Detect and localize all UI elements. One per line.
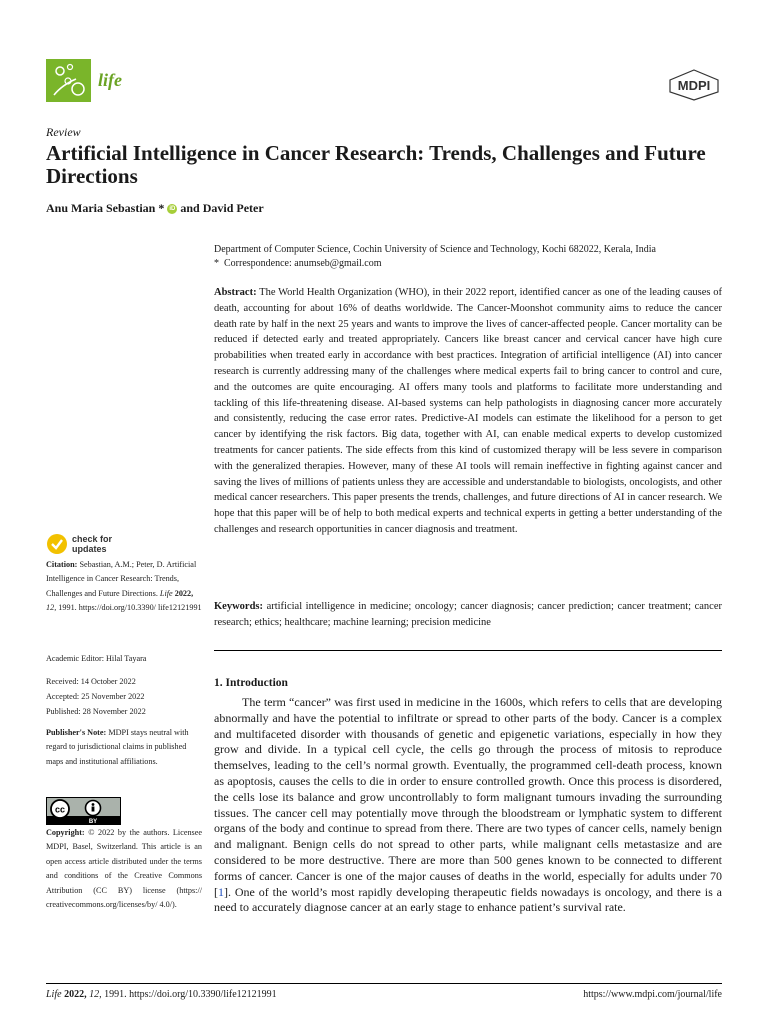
svg-text:BY: BY (88, 819, 98, 824)
abstract-label: Abstract: (214, 287, 257, 298)
introduction-paragraph: The term “cancer” was first used in medicine in the 1600s, which refers to cells that are developing abnormally and have the potential to infiltrate or spread to other parts of the body. Cancer is a complex and multifaceted disorder with thousands of genetic and epigenetic variations, especially in how they grow and divide. In a typical cell cycle, the cells go through the process of mitosis to reproduce themselves, leading to the cell’s normal growth. Eventually, the programmed cell-death process, known as apoptosis, causes the cells to die in order to ensure controlled growth. Once this process is disordered, the cells lose its balance and grow uncontrollably to form malignant tumours invading the surrounding tissues. The cancer cell may potentially move through the bloodstream or lymphatic system to different organs of the body and continue to spread from there. There are two types of cancer cells, namely benign and malignant. Benign cells do not spread to other parts, while malignant cells metastasize and are considered to be more destructive. There are more than 500 genes known to be connected to different forms of cancer. Cancer is one of the major causes of deaths in the world, especially for adults under 70 [1]. One of the world’s most rapidly developing therapeutic fields nowadays is oncology, and there is a need to accurately diagnose cancer at an early stage to enhance patient’s survival rate. (214, 695, 722, 915)
check-for-updates-button[interactable] (46, 533, 112, 555)
footer-citation: Life 2022, 12, 1991. https://doi.org/10.3390/life12121991 (46, 989, 277, 1000)
accepted-date: Accepted: 25 November 2022 (46, 692, 145, 701)
authors (46, 201, 264, 216)
affiliation: Department of Computer Science, Cochin University of Science and Technology, Kochi 682022, Kerala, India (214, 244, 656, 255)
publishers-note: Publisher's Note: MDPI stays neutral with regard to jurisdictional claims in published maps and institutional affiliations. (46, 728, 189, 766)
check-updates-line2: updates (72, 544, 107, 554)
correspondence: * Correspondence: anumseb@gmail.com (214, 258, 382, 269)
abstract-text: The World Health Organization (WHO), in their 2022 report, identified cancer as one of the leading causes of death, accounting for about 16% of deaths worldwide. The Cancer-Moonshot community aims to reduce the cancer death rate by half in the next 25 years and wants to improve the lives of cancer-affected people. Cancer mortality can be reduced if detected early and treated appropriately. Cancers like breast cancer and cervical cancer have high cure probabilities when treated early in accordance with best practices. Integration of artificial intelligence (AI) into cancer research is currently addressing many of the challenges where medical experts fail to bring cancer to control and cure, and the outcomes are quite encouraging. AI offers many tools and platforms to facilitate more understanding and tackling of this life-threatening disease. AI-based systems can help pathologists in diagnosing cancer more accurately and consistently, reducing the case error rates. Predictive-AI models can estimate the likelihood for a person to get cancer by identifying the risk factors. Big data, together with AI, can enable medical experts to develop customized treatments for cancer patients. The side effects from this kind of customized therapy will be less severe in comparison with the generalized therapies. However, many of these AI tools will remain ineffective in fighting against cancer and saving the lives of millions of patients unless they are accessible and understandable to biologists, oncologists, and other medical cancer researchers. This paper presents the trends, challenges, and future directions of AI in cancer research. We hope that this paper will be of help to both medical experts and technical experts in getting a better understanding of the challenges and research opportunities in cancer diagnosis and treatment. (214, 287, 722, 535)
section-divider (214, 650, 722, 651)
keywords (214, 599, 722, 631)
publisher-logo (666, 68, 722, 102)
orcid-icon[interactable]: iD (169, 205, 176, 212)
author-joiner: and (180, 201, 200, 215)
footer-rule (46, 983, 722, 984)
author-1[interactable]: Anu Maria Sebastian (46, 201, 156, 215)
copyright: Copyright: © 2022 by the authors. Licensee MDPI, Basel, Switzerland. This article is an open access article distributed under the terms and conditions of the Creative Commons Attribution (CC BY) license (https:// creativecommons.org/licenses/by/ 4.0/). (46, 828, 203, 910)
journal-logo-icon (46, 59, 91, 102)
section-heading-introduction: 1. Introduction (214, 677, 288, 689)
cc-by-license-icon[interactable] (46, 797, 121, 825)
affiliation-block (214, 243, 734, 271)
check-updates-line1: check for (72, 534, 113, 544)
paper-title: Artificial Intelligence in Cancer Research: Trends, Challenges and Future Directions (46, 141, 706, 188)
journal-name: life (98, 70, 122, 90)
author-2[interactable]: David Peter (202, 201, 264, 215)
corresponding-mark: * (158, 201, 165, 215)
publisher-name: MDPI (677, 78, 711, 93)
footer-journal-url[interactable]: https://www.mdpi.com/journal/life (583, 989, 722, 1000)
keywords-label: Keywords: (214, 601, 263, 612)
reference-link[interactable]: 1 (218, 884, 224, 899)
check-updates-icon (46, 533, 68, 555)
abstract (214, 285, 722, 538)
received-date: Received: 14 October 2022 (46, 677, 136, 686)
academic-editor: Academic Editor: Hilal Tayara (46, 654, 147, 663)
svg-text:cc: cc (54, 804, 66, 815)
keywords-text: artificial intelligence in medicine; oncology; cancer diagnosis; cancer prediction; cancer treatment; cancer research; ethics; healthcare; machine learning; precision medicine (214, 601, 722, 628)
citation: Citation: Sebastian, A.M.; Peter, D. Artificial Intelligence in Cancer Research: Trends, Challenges and Future Directions. Life 2022, 12, 1991. https://doi.org/10.3390/ life12121991 (46, 560, 202, 613)
published-date: Published: 28 November 2022 (46, 707, 146, 716)
article-type: Review (46, 125, 81, 139)
